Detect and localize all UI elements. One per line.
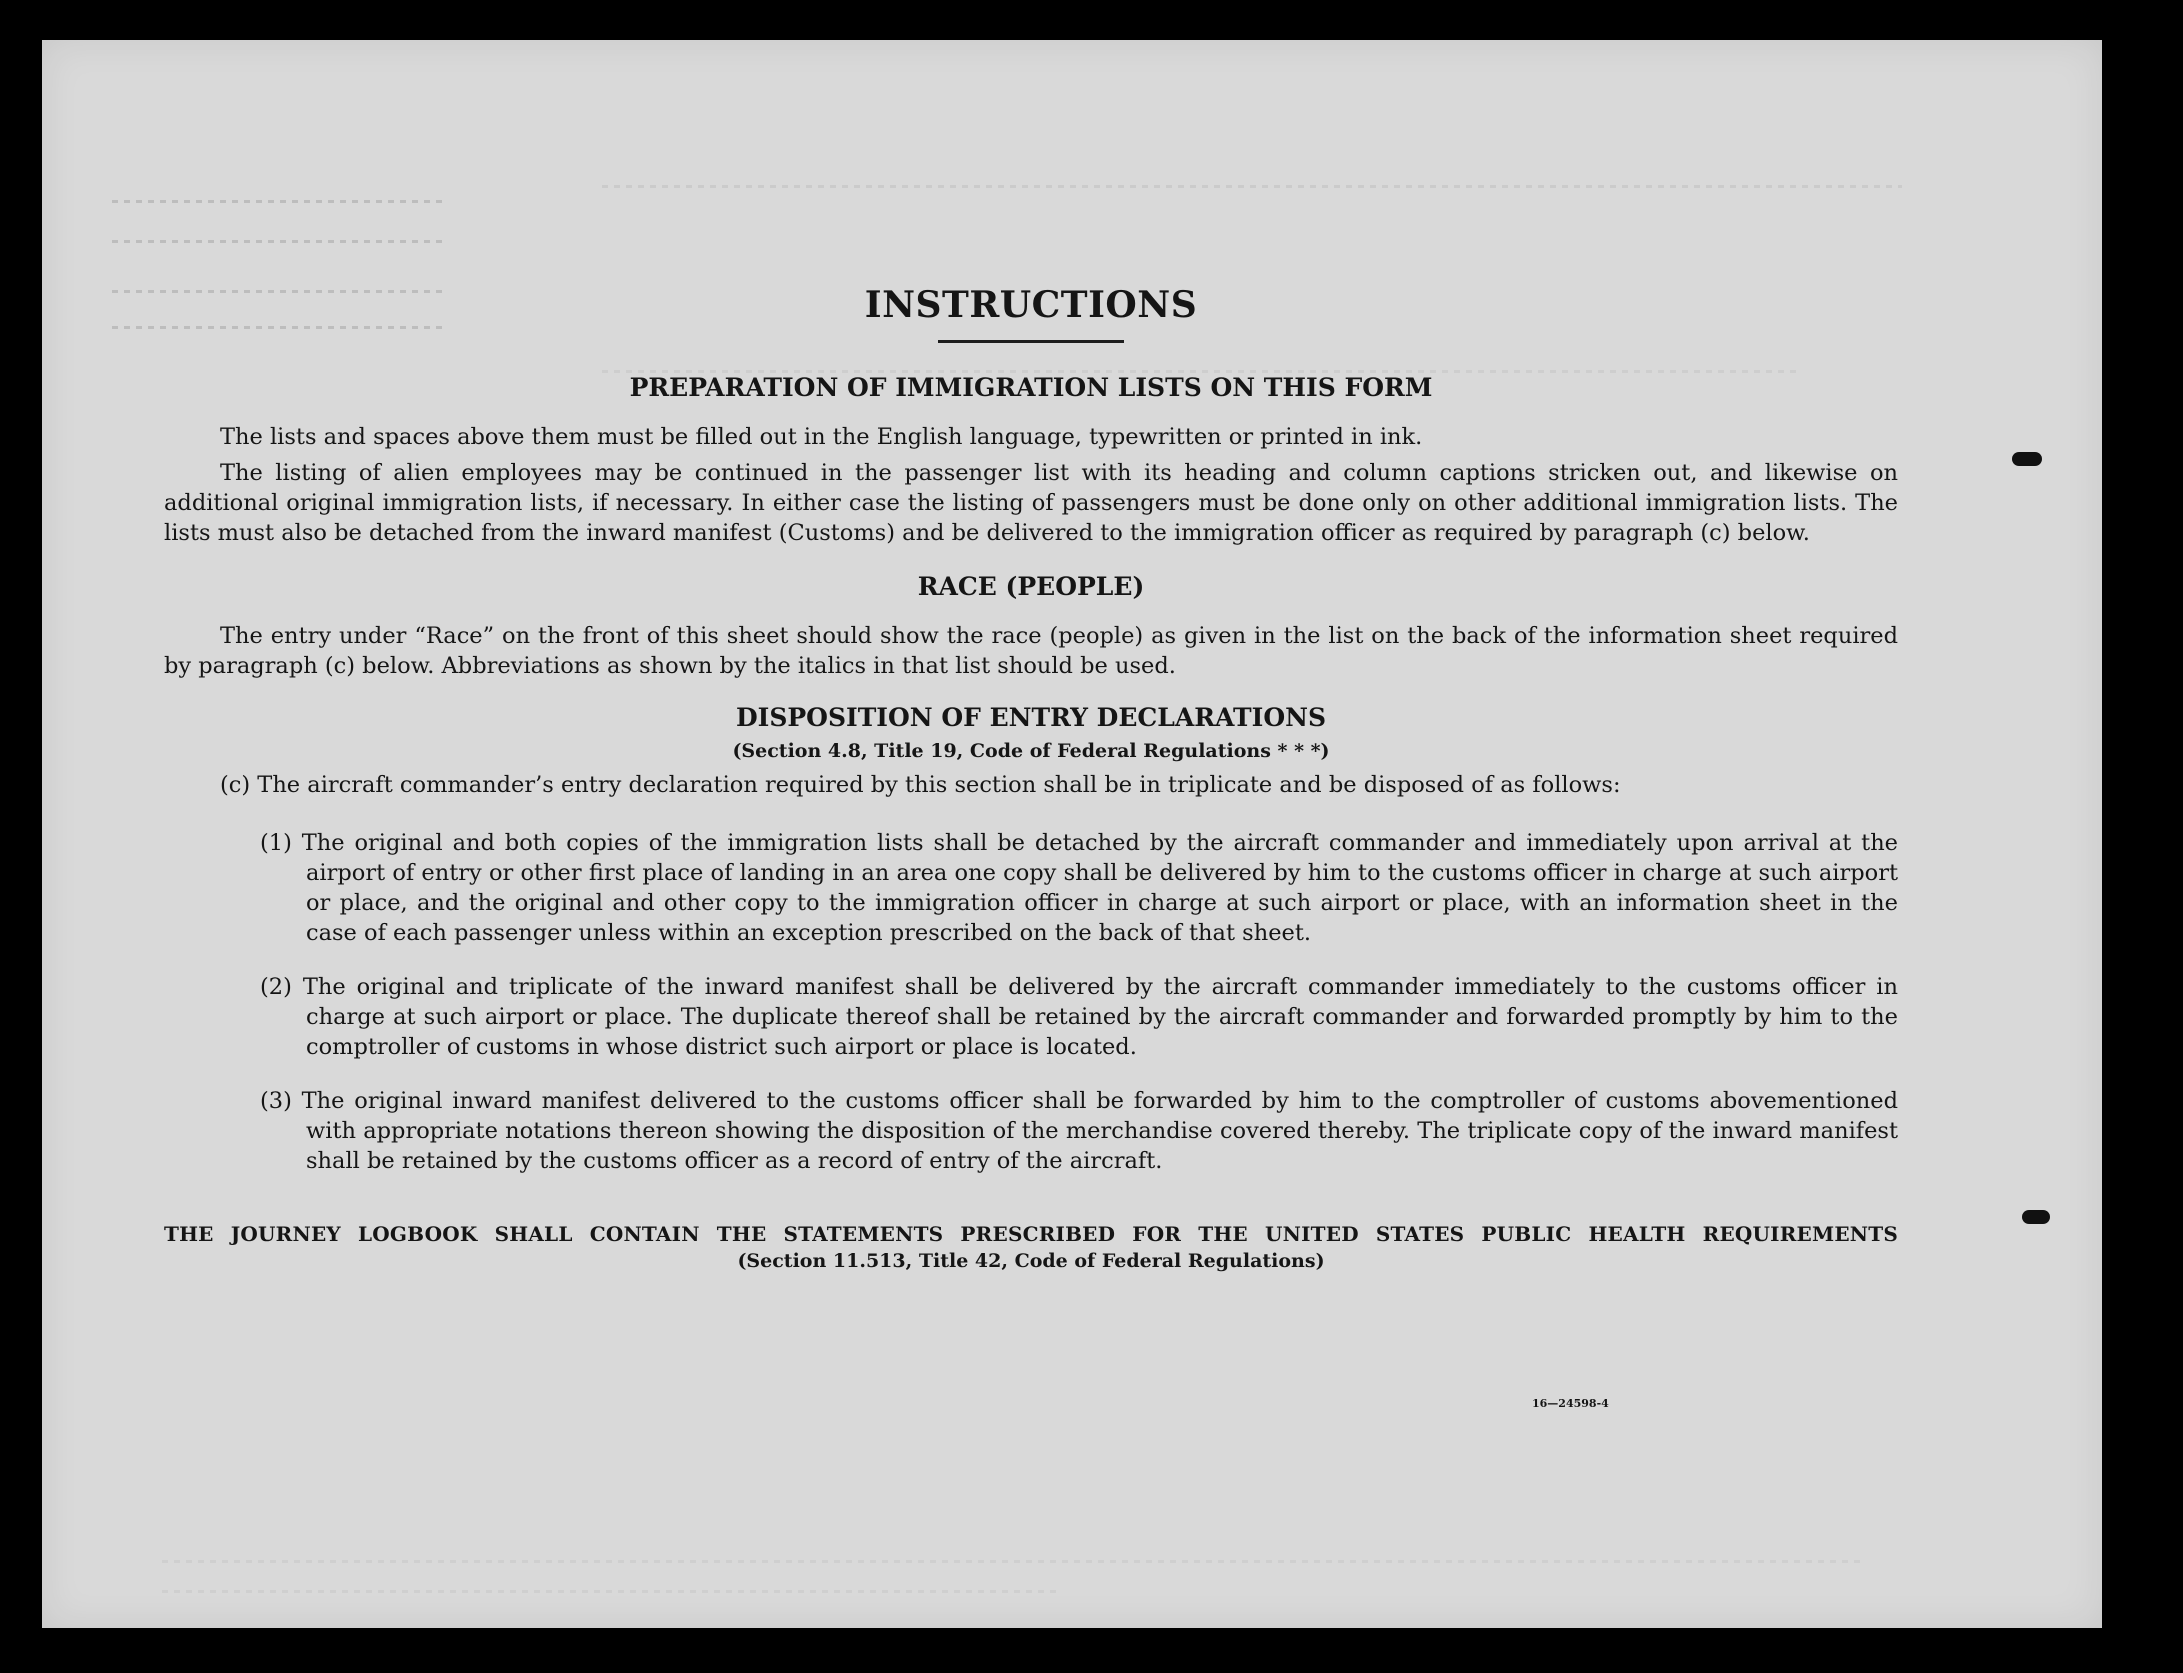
instructions-content bbox=[164, 240, 1898, 1272]
list-item-3: (3) The original inward manifest delivered to the customs officer shall be forwarded by him to the comptroller of customs abovementioned with appropriate notations thereon showing the disposition of the merchandise covered thereby. The triplicate copy of the inward manifest shall be retained by the customs officer as a record of entry of the aircraft. bbox=[260, 1088, 1898, 1174]
footer-heading: THE JOURNEY LOGBOOK SHALL CONTAIN THE STATEMENTS PRESCRIBED FOR THE UNITED STATES PUBLIC HEALTH REQUIREMENTS bbox=[164, 1222, 1898, 1246]
paragraph-alien-employees: The listing of alien employees may be continued in the passenger list with its heading and column captions stricken out, and likewise on additional original immigration lists, if necessary. In either case the listing of passengers must be done only on other additional immigration lists. The lists must also be detached from the inward manifest (Customs) and be delivered to the immigration officer as required by paragraph (c) below. bbox=[164, 460, 1898, 546]
list-item-1: (1) The original and both copies of the immigration lists shall be detached by the aircraft commander and immediately upon arrival at the airport of entry or other first place of landing in an area one copy shall be delivered by him to the customs officer in charge at such airport or place, and the original and other copy to the immigration officer in charge at such airport or place, with an information sheet in the case of each passenger unless within an exception prescribed on the back of that sheet. bbox=[260, 830, 1898, 946]
page-title: INSTRUCTIONS bbox=[864, 284, 1198, 326]
title-underline bbox=[938, 340, 1124, 343]
paragraph-c-intro: (c) The aircraft commander’s entry declaration required by this section shall be in triplicate and be disposed of as follows: bbox=[220, 772, 1621, 798]
section-heading-preparation: PREPARATION OF IMMIGRATION LISTS ON THIS FORM bbox=[629, 373, 1433, 402]
section-citation-disposition: (Section 4.8, Title 19, Code of Federal Regulations * * *) bbox=[732, 740, 1330, 762]
footer-citation: (Section 11.513, Title 42, Code of Federal Regulations) bbox=[737, 1250, 1325, 1272]
paragraph-english-language: The lists and spaces above them must be filled out in the English language, typewritten or printed in ink. bbox=[220, 424, 1423, 450]
section-heading-disposition: DISPOSITION OF ENTRY DECLARATIONS bbox=[735, 703, 1327, 732]
paragraph-race-entry: The entry under “Race” on the front of this sheet should show the race (people) as given in the list on the back of the information sheet required by paragraph (c) below. Abbreviations as shown by the italics in that list should be used. bbox=[164, 623, 1898, 679]
punch-mark-lower bbox=[2022, 1210, 2050, 1224]
form-number: 16—24598-4 bbox=[1532, 1397, 1609, 1410]
punch-mark-upper bbox=[2012, 452, 2042, 466]
section-heading-race: RACE (PEOPLE) bbox=[917, 572, 1145, 601]
list-item-2: (2) The original and triplicate of the inward manifest shall be delivered by the aircraft commander immediately to the customs officer in charge at such airport or place. The duplicate thereof shall be retained by the aircraft commander and forwarded promptly by him to the comptroller of customs in whose district such airport or place is located. bbox=[260, 974, 1898, 1060]
